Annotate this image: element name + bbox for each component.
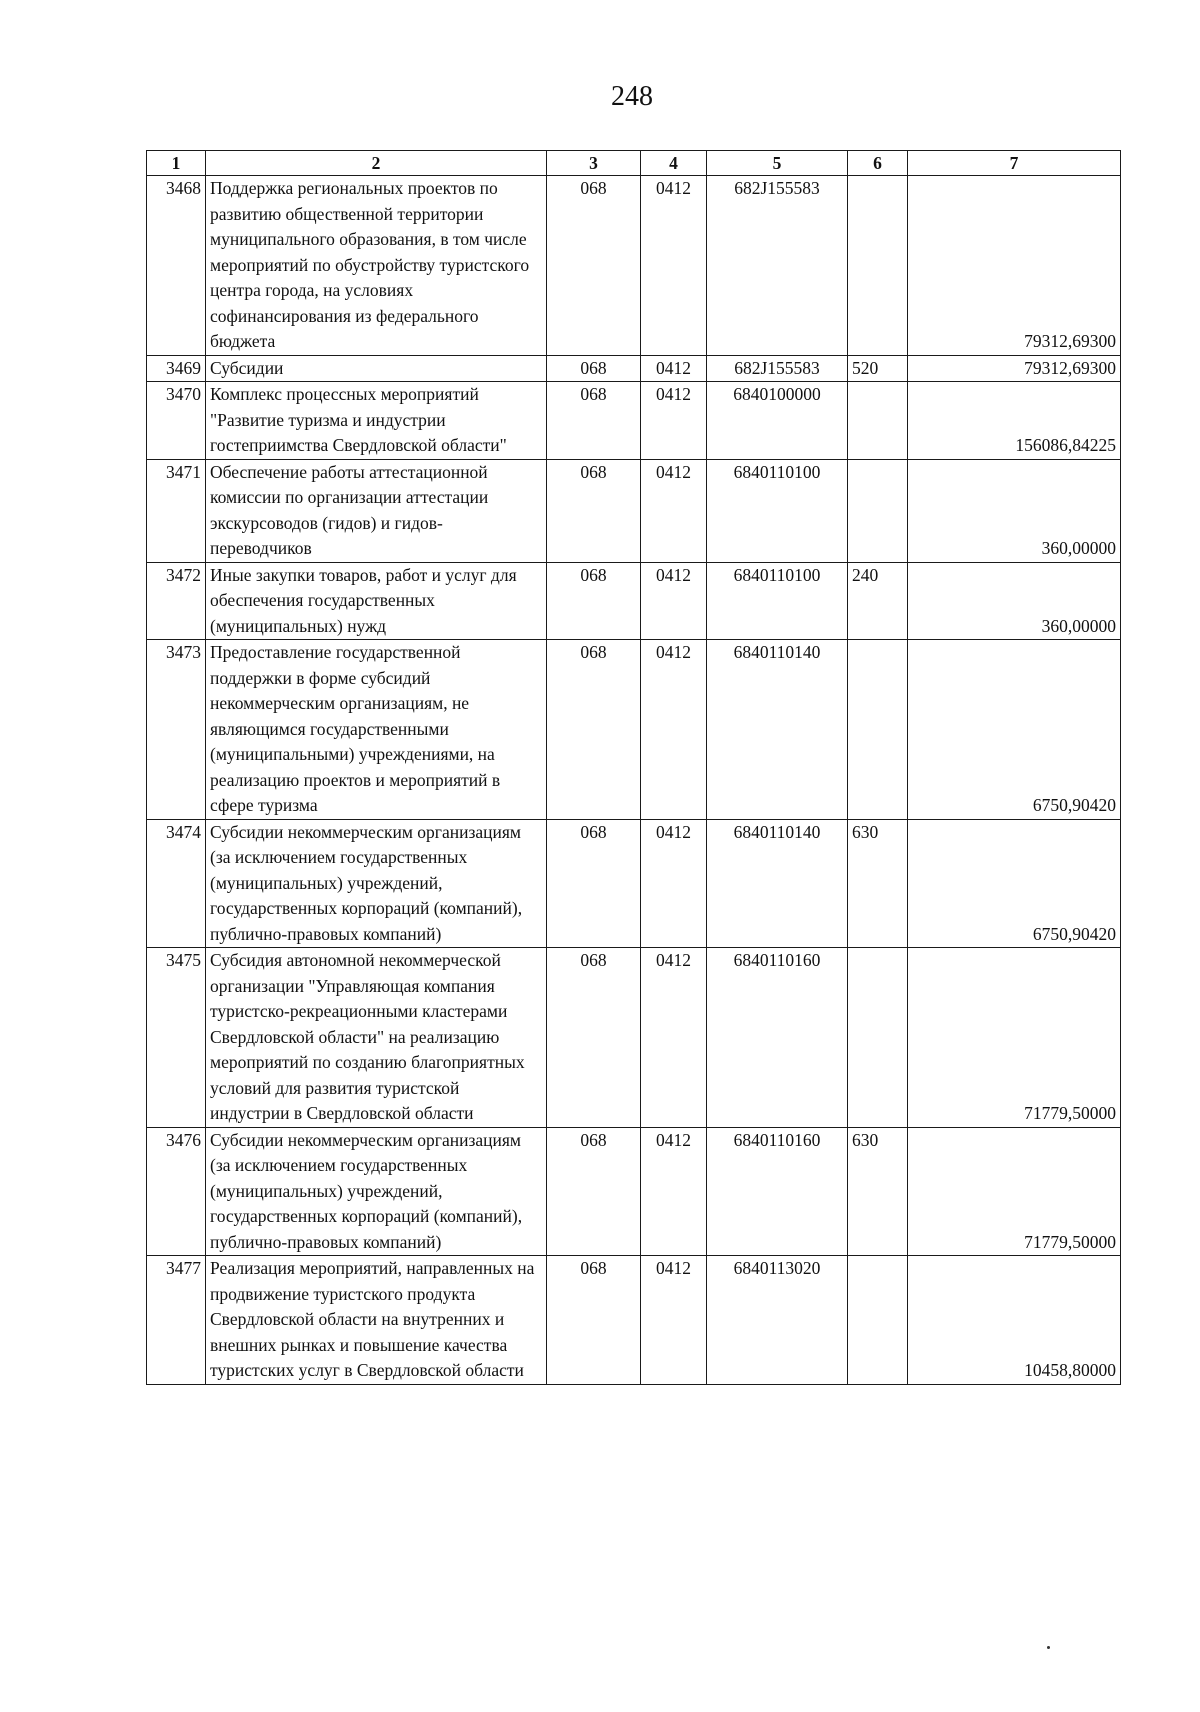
table-row xyxy=(147,562,1121,640)
header-row xyxy=(147,151,1121,176)
expense-type-cell xyxy=(848,176,908,356)
row-name-cell: Субсидии xyxy=(206,355,547,382)
ministry-code-cell: 068 xyxy=(547,562,641,640)
section-code-cell: 0412 xyxy=(641,355,707,382)
expense-type-cell xyxy=(848,948,908,1128)
amount-cell: 71779,50000 xyxy=(908,1127,1121,1256)
section-code-cell: 0412 xyxy=(641,382,707,460)
row-number-cell: 3469 xyxy=(147,355,206,382)
table-row xyxy=(147,355,1121,382)
table-row xyxy=(147,1256,1121,1385)
amount-cell: 360,00000 xyxy=(908,459,1121,562)
row-number-cell: 3468 xyxy=(147,176,206,356)
row-number-cell: 3476 xyxy=(147,1127,206,1256)
section-code-cell: 0412 xyxy=(641,640,707,820)
amount-cell: 6750,90420 xyxy=(908,819,1121,948)
ministry-code-cell: 068 xyxy=(547,459,641,562)
expense-type-cell xyxy=(848,1256,908,1385)
row-name-cell: Обеспечение работы аттестационной комиссии по организации аттестации экскурсоводов (гидов) и гидов-переводчиков xyxy=(206,459,547,562)
section-code-cell: 0412 xyxy=(641,1127,707,1256)
ministry-code-cell: 068 xyxy=(547,819,641,948)
expense-type-cell: 630 xyxy=(848,1127,908,1256)
header-cell: 7 xyxy=(908,151,1121,176)
target-article-cell: 6840110160 xyxy=(707,948,848,1128)
expense-type-cell: 630 xyxy=(848,819,908,948)
row-name-cell: Поддержка региональных проектов по развитию общественной территории муниципального образования, в том числе мероприятий по обустройству туристского центра города, на условиях софинансирования из федерального бюджета xyxy=(206,176,547,356)
target-article-cell: 6840113020 xyxy=(707,1256,848,1385)
header-cell: 4 xyxy=(641,151,707,176)
section-code-cell: 0412 xyxy=(641,562,707,640)
target-article-cell: 682J155583 xyxy=(707,176,848,356)
page-number: 248 xyxy=(611,81,653,112)
row-number-cell: 3470 xyxy=(147,382,206,460)
expense-type-cell: 240 xyxy=(848,562,908,640)
target-article-cell: 6840100000 xyxy=(707,382,848,460)
section-code-cell: 0412 xyxy=(641,1256,707,1385)
header-cell: 6 xyxy=(848,151,908,176)
expense-type-cell: 520 xyxy=(848,355,908,382)
row-name-cell: Иные закупки товаров, работ и услуг для обеспечения государственных (муниципальных) нужд xyxy=(206,562,547,640)
row-number-cell: 3472 xyxy=(147,562,206,640)
amount-cell: 360,00000 xyxy=(908,562,1121,640)
ministry-code-cell: 068 xyxy=(547,355,641,382)
expense-type-cell xyxy=(848,640,908,820)
amount-cell: 156086,84225 xyxy=(908,382,1121,460)
row-name-cell: Комплекс процессных мероприятий "Развитие туризма и индустрии гостеприимства Свердловской области" xyxy=(206,382,547,460)
ministry-code-cell: 068 xyxy=(547,948,641,1128)
table-row xyxy=(147,176,1121,356)
row-name-cell: Субсидии некоммерческим организациям (за исключением государственных (муниципальных) учреждений, государственных корпораций (компаний), публично-правовых компаний) xyxy=(206,1127,547,1256)
header-cell: 3 xyxy=(547,151,641,176)
row-number-cell: 3471 xyxy=(147,459,206,562)
table-row xyxy=(147,948,1121,1128)
ministry-code-cell: 068 xyxy=(547,382,641,460)
target-article-cell: 6840110100 xyxy=(707,459,848,562)
section-code-cell: 0412 xyxy=(641,948,707,1128)
ministry-code-cell: 068 xyxy=(547,1127,641,1256)
row-number-cell: 3477 xyxy=(147,1256,206,1385)
table-row xyxy=(147,459,1121,562)
header-cell: 1 xyxy=(147,151,206,176)
target-article-cell: 6840110100 xyxy=(707,562,848,640)
target-article-cell: 682J155583 xyxy=(707,355,848,382)
section-code-cell: 0412 xyxy=(641,176,707,356)
amount-cell: 6750,90420 xyxy=(908,640,1121,820)
table-row xyxy=(147,640,1121,820)
table-row xyxy=(147,819,1121,948)
row-number-cell: 3475 xyxy=(147,948,206,1128)
amount-cell: 71779,50000 xyxy=(908,948,1121,1128)
row-name-cell: Субсидия автономной некоммерческой организации "Управляющая компания туристско-рекреационными кластерами Свердловской области" на реализацию мероприятий по созданию благоприятных условий для развития туристской индустрии в Свердловской области xyxy=(206,948,547,1128)
target-article-cell: 6840110140 xyxy=(707,819,848,948)
section-code-cell: 0412 xyxy=(641,819,707,948)
expense-type-cell xyxy=(848,382,908,460)
row-name-cell: Субсидии некоммерческим организациям (за исключением государственных (муниципальных) учреждений, государственных корпораций (компаний), публично-правовых компаний) xyxy=(206,819,547,948)
ministry-code-cell: 068 xyxy=(547,640,641,820)
row-number-cell: 3474 xyxy=(147,819,206,948)
table-row xyxy=(147,382,1121,460)
ministry-code-cell: 068 xyxy=(547,176,641,356)
table-row xyxy=(147,1127,1121,1256)
amount-cell: 10458,80000 xyxy=(908,1256,1121,1385)
row-name-cell: Реализация мероприятий, направленных на продвижение туристского продукта Свердловской области на внутренних и внешних рынках и повышение качества туристских услуг в Свердловской области xyxy=(206,1256,547,1385)
header-cell: 2 xyxy=(206,151,547,176)
amount-cell: 79312,69300 xyxy=(908,176,1121,356)
section-code-cell: 0412 xyxy=(641,459,707,562)
target-article-cell: 6840110140 xyxy=(707,640,848,820)
header-cell: 5 xyxy=(707,151,848,176)
budget-table xyxy=(146,150,1121,1385)
expense-type-cell xyxy=(848,459,908,562)
row-name-cell: Предоставление государственной поддержки в форме субсидий некоммерческим организациям, не являющимся государственными (муниципальными) учреждениями, на реализацию проектов и мероприятий в сфере туризма xyxy=(206,640,547,820)
ministry-code-cell: 068 xyxy=(547,1256,641,1385)
target-article-cell: 6840110160 xyxy=(707,1127,848,1256)
scan-speck xyxy=(1047,1646,1050,1649)
row-number-cell: 3473 xyxy=(147,640,206,820)
amount-cell: 79312,69300 xyxy=(908,355,1121,382)
